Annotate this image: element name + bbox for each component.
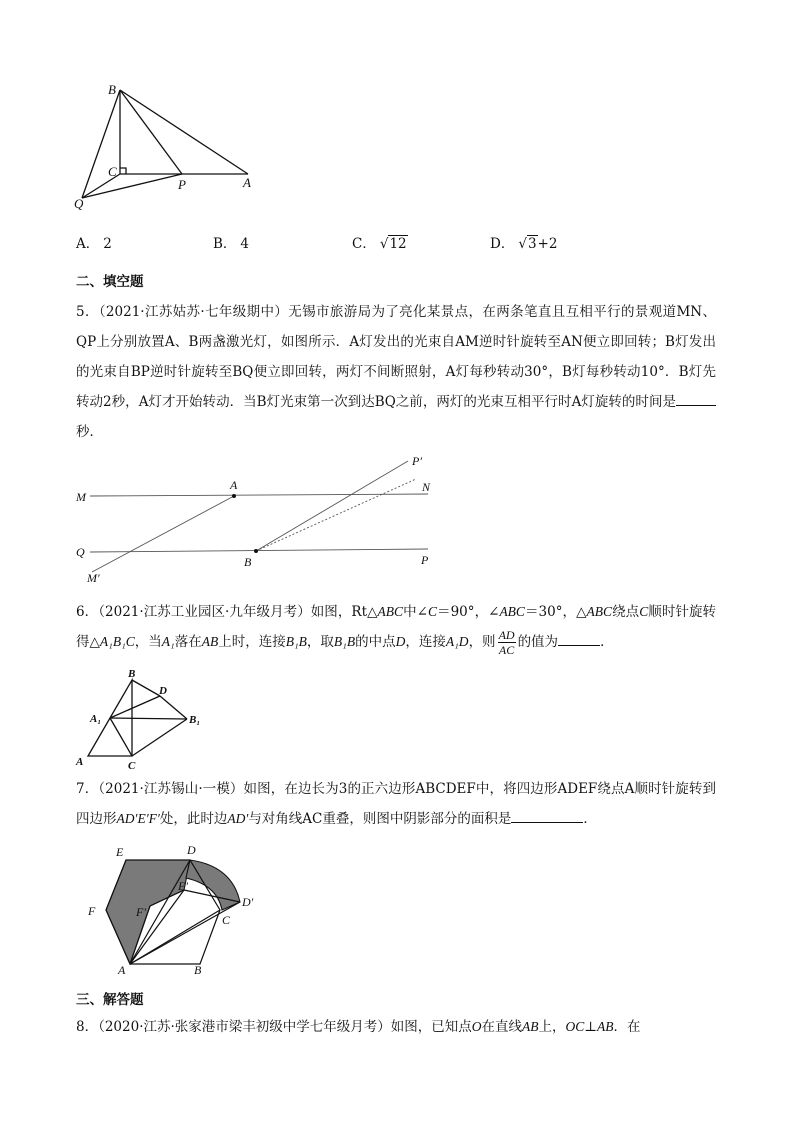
q6-answer-blank[interactable] — [558, 631, 600, 646]
fig5-label-q: Q — [76, 545, 85, 559]
figure-q7 — [82, 840, 272, 980]
question-8: 8．（2020·江苏·张家港市梁丰初级中学七年级月考）如图，已知点O在直线AB上，OC⊥AB．在 — [76, 1019, 641, 1035]
fig6-label-a1: A₁ — [90, 713, 102, 725]
q5-text: 5．（2021·江苏姑苏·七年级期中）无锡市旅游局为了亮化某景点，在两条笔直且互相平行的景观道MN、QP上分别放置A、B两盏激光灯，如图所示．A灯发出的光束自AM逆时针旋转至AN便立即回转；B灯发出的光束自BP逆时针旋转至BQ便立即回转，两灯不间断照射，A灯每秒转动30°，B灯每秒转动10°．B灯先转动2秒，A灯才开始转动．当B灯光束第一次到达BQ之前，两灯的光束互相平行时A灯旋转的时间是 — [76, 304, 716, 410]
fig6-label-d: D — [159, 685, 167, 697]
question-5: 5．（2021·江苏姑苏·七年级期中）无锡市旅游局为了亮化某景点，在两条笔直且互相平行的景观道MN、QP上分别放置A、B两盏激光灯，如图所示．A灯发出的光束自AM逆时针旋转至AN便立即回转；B灯发出的光束自BP逆时针旋转至BQ便立即回转，两灯不间断照射，A灯每秒转动30°，B灯每秒转动10°．B灯先转动2秒，A灯才开始转动．当B灯光束第一次到达BQ之前，两灯的光束互相平行时A灯旋转的时间是秒． — [76, 304, 716, 440]
fig6-label-a: A — [76, 756, 84, 768]
fig7-label-d-prime: D′ — [242, 895, 254, 909]
fig4-label-p: P — [178, 177, 186, 192]
section-heading-fill-in: 二、填空题 — [76, 274, 144, 290]
fig5-label-m-prime: M′ — [87, 571, 100, 585]
fig7-label-f: F — [88, 904, 96, 918]
option-d: D． √3+2 — [490, 236, 558, 252]
question-6: 6．（2021·江苏工业园区·九年级月考）如图，Rt△ABC中∠C＝90°，∠ABC＝30°，△ABC绕点C顺时针旋转得△A₁B₁C，当A₁落在AB上时，连接B₁B，取B₁B的中点D，连接A₁D，则 $\frac{AD}{AC}$ 的值为 ． — [76, 604, 717, 657]
fig6-label-b: B — [128, 668, 136, 680]
fig5-label-n: N — [422, 480, 431, 494]
option-c: C． √12 — [352, 236, 407, 252]
q6-fraction: $\frac{AD}{AC}$ — [498, 628, 515, 657]
figure-q6 — [72, 668, 212, 773]
option-b: B． 4 — [213, 236, 250, 252]
fig5-label-m: M — [76, 490, 86, 504]
answer-options — [76, 232, 716, 254]
fig5-label-p: P — [421, 553, 429, 567]
fig4-label-b: B — [108, 82, 116, 97]
option-a: A． 2 — [76, 236, 112, 252]
question-7: 7．（2021·江苏锡山·一模）如图，在边长为3的正六边形ABCDEF中，将四边形ADEF绕点A顺时针旋转到四边形AD′E′F′处，此时边AD′与对角线AC重叠，则图中阴影部分的面积是 ． — [76, 781, 716, 827]
fig7-label-e-prime: E′ — [178, 879, 188, 893]
q7-answer-blank[interactable] — [511, 808, 583, 823]
fig4-label-c: C — [108, 164, 117, 179]
fig7-label-d: D — [187, 843, 196, 857]
fig7-label-a: A — [118, 963, 126, 977]
figure-q4 — [70, 80, 270, 215]
q5-answer-blank[interactable] — [676, 391, 716, 406]
fig7-label-b: B — [194, 963, 202, 977]
fig5-label-b: B — [244, 555, 252, 569]
fig5-label-a: A — [230, 478, 238, 492]
section-heading-answer: 三、解答题 — [76, 992, 144, 1008]
fig7-label-f-prime: F′ — [136, 905, 146, 919]
fig4-label-a: A — [243, 175, 251, 190]
fig6-label-b1: B₁ — [189, 714, 201, 726]
fig7-label-c: C — [222, 913, 231, 927]
fig6-label-c: C — [128, 760, 136, 772]
fig5-label-p-prime: P′ — [412, 454, 422, 468]
fig4-label-q: Q — [74, 196, 84, 211]
figure-q5 — [72, 455, 452, 585]
fig7-label-e: E — [116, 845, 124, 859]
